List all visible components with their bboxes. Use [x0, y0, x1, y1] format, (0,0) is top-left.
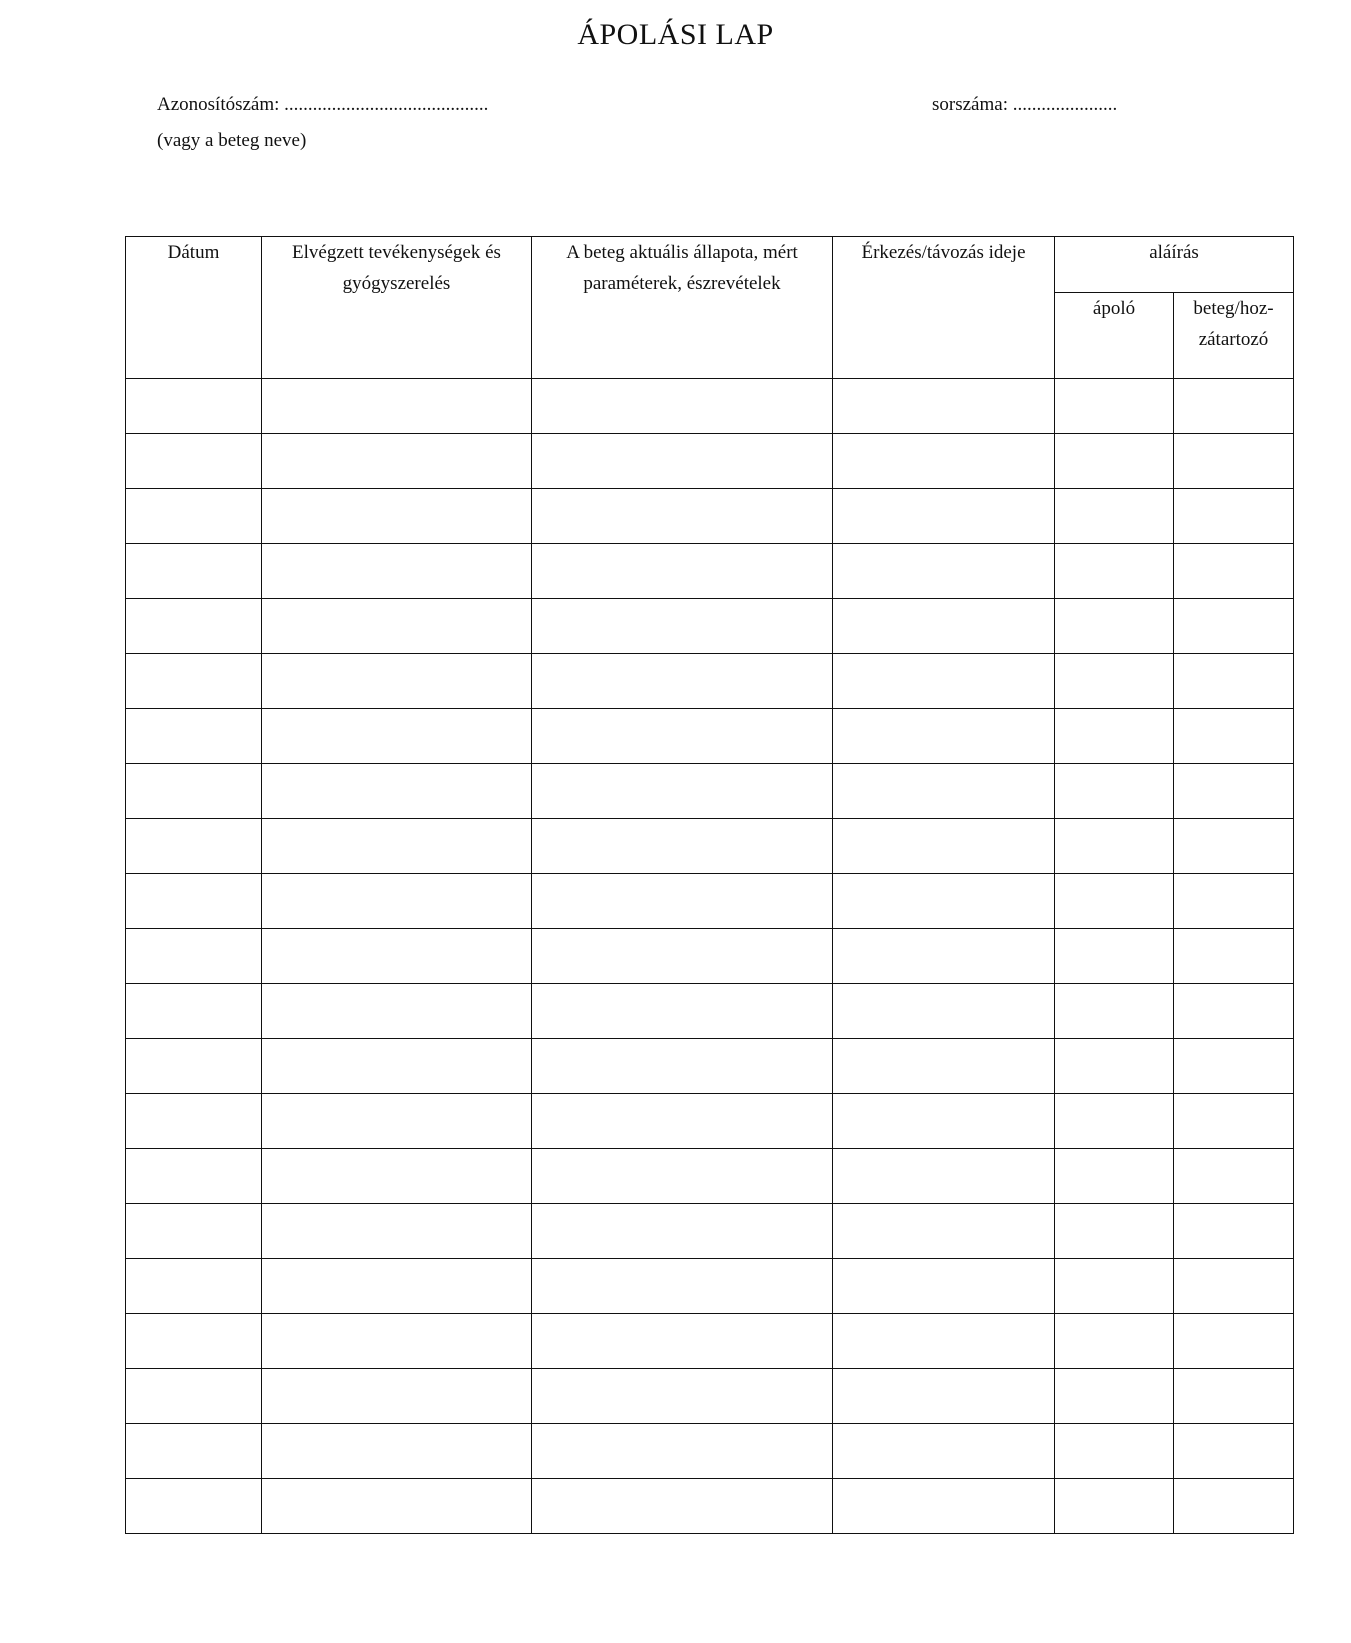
patient-signature-cell[interactable] [1174, 1039, 1294, 1094]
condition-cell[interactable] [532, 434, 833, 489]
table-row [126, 764, 1294, 819]
condition-cell[interactable] [532, 764, 833, 819]
nurse-signature-cell[interactable] [1055, 929, 1174, 984]
table-body [126, 379, 1294, 1534]
nurse-signature-cell[interactable] [1055, 1259, 1174, 1314]
arrival-cell[interactable] [833, 874, 1055, 929]
date-cell[interactable] [126, 1204, 262, 1259]
activities-cell[interactable] [262, 764, 532, 819]
date-cell[interactable] [126, 379, 262, 434]
patient-signature-cell[interactable] [1174, 434, 1294, 489]
activities-cell[interactable] [262, 709, 532, 764]
activities-cell[interactable] [262, 489, 532, 544]
patient-signature-cell[interactable] [1174, 1479, 1294, 1534]
date-cell[interactable] [126, 544, 262, 599]
condition-cell[interactable] [532, 544, 833, 599]
date-cell[interactable] [126, 819, 262, 874]
date-cell[interactable] [126, 1369, 262, 1424]
activities-cell[interactable] [262, 599, 532, 654]
id-number-label: Azonosítószám: ........................................... [157, 94, 489, 115]
patient-signature-cell[interactable] [1174, 1094, 1294, 1149]
table-row [126, 489, 1294, 544]
activities-cell[interactable] [262, 1094, 532, 1149]
nurse-signature-cell[interactable] [1055, 874, 1174, 929]
nurse-signature-cell[interactable] [1055, 819, 1174, 874]
date-cell[interactable] [126, 1094, 262, 1149]
activities-cell[interactable] [262, 1369, 532, 1424]
activities-cell[interactable] [262, 1149, 532, 1204]
arrival-cell[interactable] [833, 489, 1055, 544]
condition-cell[interactable] [532, 654, 833, 709]
nurse-signature-cell[interactable] [1055, 544, 1174, 599]
patient-signature-cell[interactable] [1174, 874, 1294, 929]
arrival-cell[interactable] [833, 1149, 1055, 1204]
condition-cell[interactable] [532, 1259, 833, 1314]
condition-cell[interactable] [532, 1039, 833, 1094]
nurse-signature-cell[interactable] [1055, 1479, 1174, 1534]
activities-cell[interactable] [262, 819, 532, 874]
form-title: ÁPOLÁSI LAP [577, 18, 774, 51]
arrival-cell[interactable] [833, 1424, 1055, 1479]
date-cell[interactable] [126, 599, 262, 654]
condition-cell[interactable] [532, 1204, 833, 1259]
condition-cell[interactable] [532, 1314, 833, 1369]
patient-signature-cell[interactable] [1174, 1314, 1294, 1369]
arrival-cell[interactable] [833, 1479, 1055, 1534]
arrival-cell[interactable] [833, 1039, 1055, 1094]
patient-signature-cell[interactable] [1174, 1204, 1294, 1259]
arrival-cell[interactable] [833, 379, 1055, 434]
activities-cell[interactable] [262, 874, 532, 929]
date-cell[interactable] [126, 764, 262, 819]
care-log-table [125, 236, 1294, 1534]
date-cell[interactable] [126, 1039, 262, 1094]
table-row [126, 1149, 1294, 1204]
date-cell[interactable] [126, 654, 262, 709]
condition-cell[interactable] [532, 489, 833, 544]
activities-cell[interactable] [262, 1204, 532, 1259]
activities-cell[interactable] [262, 1424, 532, 1479]
nurse-signature-cell[interactable] [1055, 984, 1174, 1039]
nurse-signature-cell[interactable] [1055, 489, 1174, 544]
condition-cell[interactable] [532, 819, 833, 874]
condition-cell[interactable] [532, 929, 833, 984]
date-cell[interactable] [126, 874, 262, 929]
patient-signature-cell[interactable] [1174, 1369, 1294, 1424]
date-cell[interactable] [126, 489, 262, 544]
arrival-cell[interactable] [833, 1204, 1055, 1259]
nurse-signature-cell[interactable] [1055, 434, 1174, 489]
patient-signature-cell[interactable] [1174, 379, 1294, 434]
table-row [126, 1039, 1294, 1094]
table-row [126, 874, 1294, 929]
serial-number-label: sorszáma: ...................... [932, 94, 1118, 115]
patient-signature-cell[interactable] [1174, 1259, 1294, 1314]
arrival-cell[interactable] [833, 1369, 1055, 1424]
patient-signature-cell[interactable] [1174, 654, 1294, 709]
activities-cell[interactable] [262, 654, 532, 709]
nurse-signature-cell[interactable] [1055, 1369, 1174, 1424]
header-signature: aláírás [1055, 237, 1294, 293]
arrival-cell[interactable] [833, 1314, 1055, 1369]
table-row [126, 654, 1294, 709]
patient-signature-cell[interactable] [1174, 929, 1294, 984]
condition-cell[interactable] [532, 599, 833, 654]
date-cell[interactable] [126, 1314, 262, 1369]
nurse-signature-cell[interactable] [1055, 1149, 1174, 1204]
table-row [126, 819, 1294, 874]
activities-cell[interactable] [262, 1479, 532, 1534]
patient-signature-cell[interactable] [1174, 1424, 1294, 1479]
activities-cell[interactable] [262, 434, 532, 489]
arrival-cell[interactable] [833, 929, 1055, 984]
date-cell[interactable] [126, 929, 262, 984]
arrival-cell[interactable] [833, 764, 1055, 819]
arrival-cell[interactable] [833, 544, 1055, 599]
arrival-cell[interactable] [833, 1259, 1055, 1314]
nurse-signature-cell[interactable] [1055, 709, 1174, 764]
table-row [126, 544, 1294, 599]
activities-cell[interactable] [262, 1259, 532, 1314]
arrival-cell[interactable] [833, 654, 1055, 709]
activities-cell[interactable] [262, 544, 532, 599]
table-row [126, 599, 1294, 654]
date-cell[interactable] [126, 1149, 262, 1204]
nurse-signature-cell[interactable] [1055, 1094, 1174, 1149]
patient-signature-cell[interactable] [1174, 544, 1294, 599]
table-row [126, 929, 1294, 984]
activities-cell[interactable] [262, 379, 532, 434]
condition-cell[interactable] [532, 1094, 833, 1149]
table-row [126, 1369, 1294, 1424]
header-condition: A beteg aktuális állapota, mért paraméterek, észrevételek [532, 237, 833, 379]
nurse-signature-cell[interactable] [1055, 1314, 1174, 1369]
nurse-signature-cell[interactable] [1055, 379, 1174, 434]
header-patient-signature: beteg/hoz-zátartozó [1174, 293, 1294, 379]
date-cell[interactable] [126, 1479, 262, 1534]
patient-signature-cell[interactable] [1174, 489, 1294, 544]
patient-signature-cell[interactable] [1174, 819, 1294, 874]
activities-cell[interactable] [262, 984, 532, 1039]
nurse-signature-cell[interactable] [1055, 599, 1174, 654]
nurse-signature-cell[interactable] [1055, 1204, 1174, 1259]
date-cell[interactable] [126, 1424, 262, 1479]
table-row [126, 709, 1294, 764]
patient-signature-cell[interactable] [1174, 1149, 1294, 1204]
patient-signature-cell[interactable] [1174, 599, 1294, 654]
table-row [126, 1259, 1294, 1314]
activities-cell[interactable] [262, 929, 532, 984]
patient-signature-cell[interactable] [1174, 984, 1294, 1039]
condition-cell[interactable] [532, 874, 833, 929]
arrival-cell[interactable] [833, 819, 1055, 874]
header-arrival-departure: Érkezés/távozás ideje [833, 237, 1055, 379]
condition-cell[interactable] [532, 1149, 833, 1204]
arrival-cell[interactable] [833, 599, 1055, 654]
nurse-signature-cell[interactable] [1055, 764, 1174, 819]
patient-signature-cell[interactable] [1174, 709, 1294, 764]
arrival-cell[interactable] [833, 984, 1055, 1039]
date-cell[interactable] [126, 709, 262, 764]
condition-cell[interactable] [532, 709, 833, 764]
date-cell[interactable] [126, 434, 262, 489]
activities-cell[interactable] [262, 1039, 532, 1094]
condition-cell[interactable] [532, 1424, 833, 1479]
condition-cell[interactable] [532, 1479, 833, 1534]
nurse-signature-cell[interactable] [1055, 1424, 1174, 1479]
table-row [126, 1479, 1294, 1534]
table-row [126, 984, 1294, 1039]
arrival-cell[interactable] [833, 434, 1055, 489]
activities-cell[interactable] [262, 1314, 532, 1369]
date-cell[interactable] [126, 1259, 262, 1314]
table-row [126, 1094, 1294, 1149]
arrival-cell[interactable] [833, 1094, 1055, 1149]
table-row [126, 1204, 1294, 1259]
patient-name-hint: (vagy a beteg neve) [157, 130, 307, 151]
condition-cell[interactable] [532, 1369, 833, 1424]
table-row [126, 434, 1294, 489]
nurse-signature-cell[interactable] [1055, 1039, 1174, 1094]
header-nurse-signature: ápoló [1055, 293, 1174, 379]
table-row [126, 1424, 1294, 1479]
patient-signature-cell[interactable] [1174, 764, 1294, 819]
arrival-cell[interactable] [833, 709, 1055, 764]
header-date: Dátum [126, 237, 262, 379]
condition-cell[interactable] [532, 984, 833, 1039]
condition-cell[interactable] [532, 379, 833, 434]
header-activities: Elvégzett tevékenységek és gyógyszerelés [262, 237, 532, 379]
date-cell[interactable] [126, 984, 262, 1039]
table-row [126, 379, 1294, 434]
nurse-signature-cell[interactable] [1055, 654, 1174, 709]
table-row [126, 1314, 1294, 1369]
